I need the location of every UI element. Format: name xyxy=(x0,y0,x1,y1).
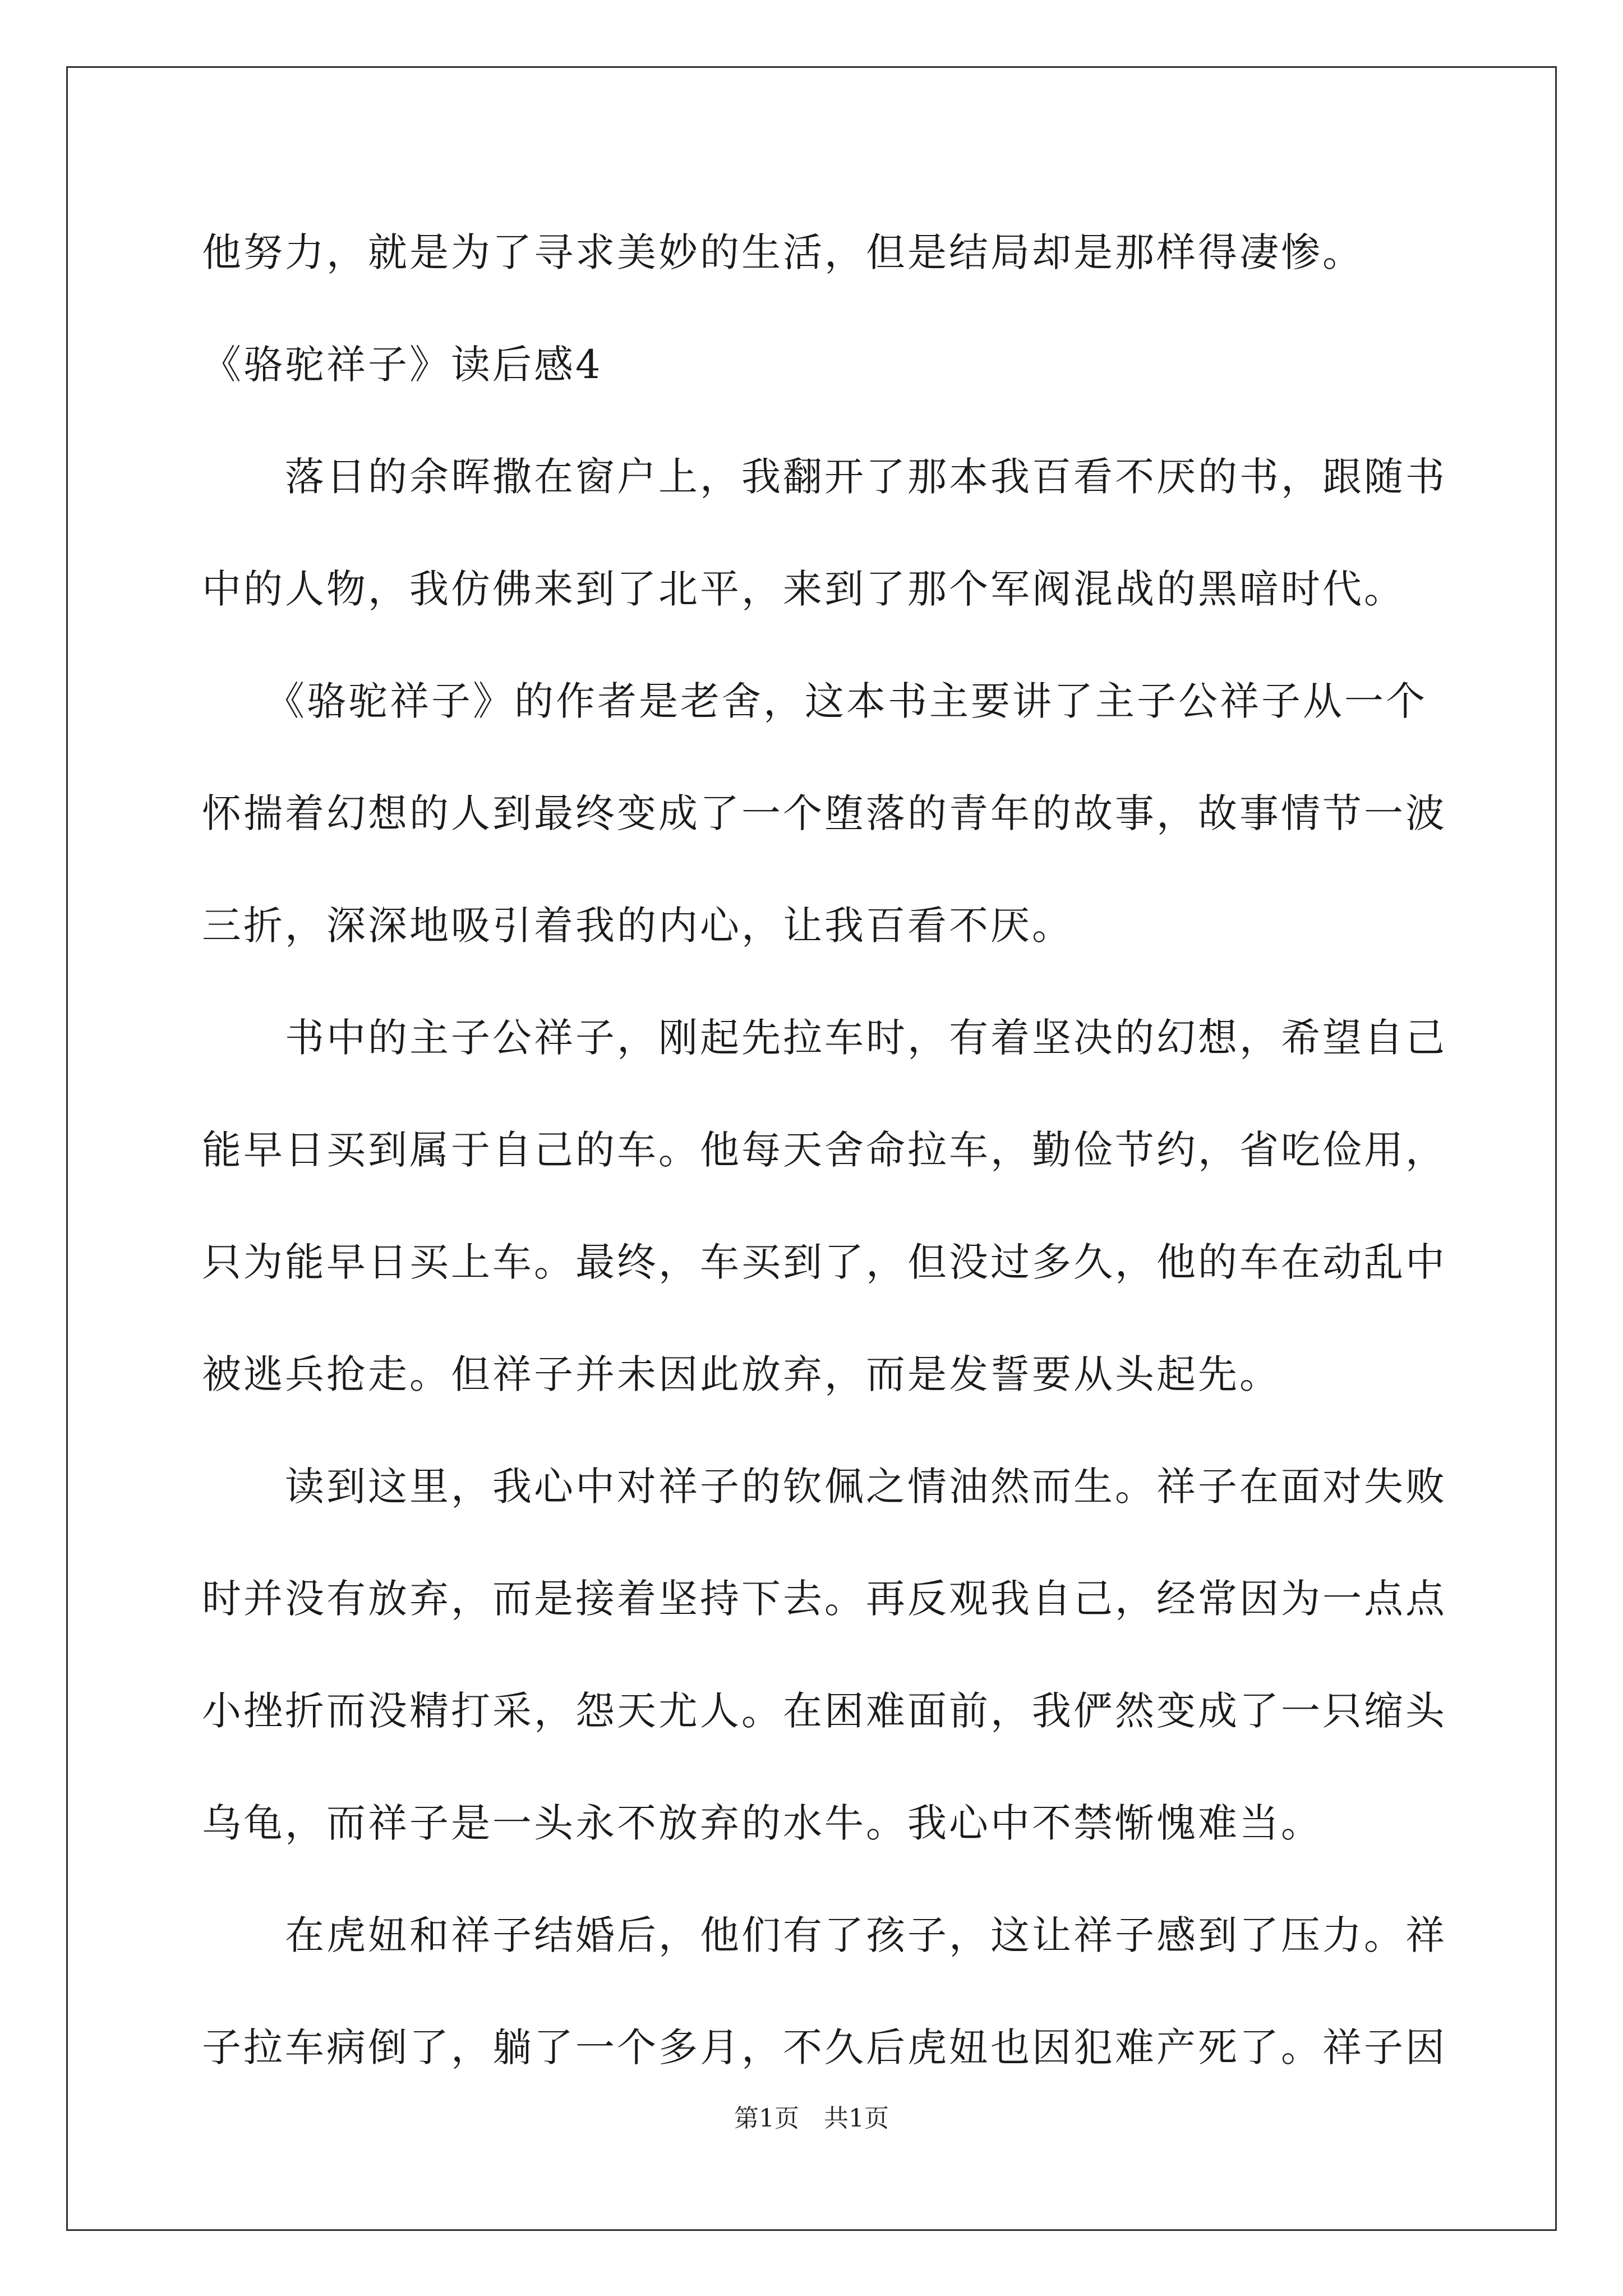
essay-heading: 《骆驼祥子》读后感4 xyxy=(202,342,603,388)
text-line: 只为能早日买上车。最终，车买到了，但没过多久，他的车在动乱中 xyxy=(202,1239,1447,1285)
text-line: 《骆驼祥子》的作者是老舍，这本书主要讲了主子公祥子从一个 xyxy=(202,678,1427,724)
text-line: 三折，深深地吸引着我的内心，让我百看不厌。 xyxy=(202,903,1073,949)
text-line: 中的人物，我仿佛来到了北平，来到了那个军阀混战的黑暗时代。 xyxy=(202,566,1405,612)
text-line: 时并没有放弃，而是接着坚持下去。再反观我自己，经常因为一点点 xyxy=(202,1576,1447,1622)
text-line: 小挫折而没精打采，怨天尤人。在困难面前，我俨然变成了一只缩头 xyxy=(202,1688,1447,1734)
text-line: 落日的余晖撒在窗户上，我翻开了那本我百看不厌的书，跟随书 xyxy=(202,454,1447,500)
document-body xyxy=(202,219,1447,2126)
text-line: 乌龟，而祥子是一头永不放弃的水牛。我心中不禁惭愧难当。 xyxy=(202,1800,1322,1846)
text-line: 他努力，就是为了寻求美妙的生活，但是结局却是那样得凄惨。 xyxy=(202,229,1364,275)
text-line: 能早日买到属于自己的车。他每天舍命拉车，勤俭节约，省吃俭用， xyxy=(202,1127,1447,1173)
text-line: 读到这里，我心中对祥子的钦佩之情油然而生。祥子在面对失败 xyxy=(202,1464,1447,1510)
text-line: 书中的主子公祥子，刚起先拉车时，有着坚决的幻想，希望自己 xyxy=(202,1015,1447,1061)
text-line: 子拉车病倒了，躺了一个多月，不久后虎妞也因犯难产死了。祥子因 xyxy=(202,2024,1447,2070)
text-line: 怀揣着幻想的人到最终变成了一个堕落的青年的故事，故事情节一波 xyxy=(202,790,1447,836)
text-line: 被逃兵抢走。但祥子并未因此放弃，而是发誓要从头起先。 xyxy=(202,1351,1281,1397)
text-line: 在虎妞和祥子结婚后，他们有了孩子，这让祥子感到了压力。祥 xyxy=(202,1912,1447,1958)
page-number-footer: 第1页 共1页 xyxy=(734,2104,889,2133)
